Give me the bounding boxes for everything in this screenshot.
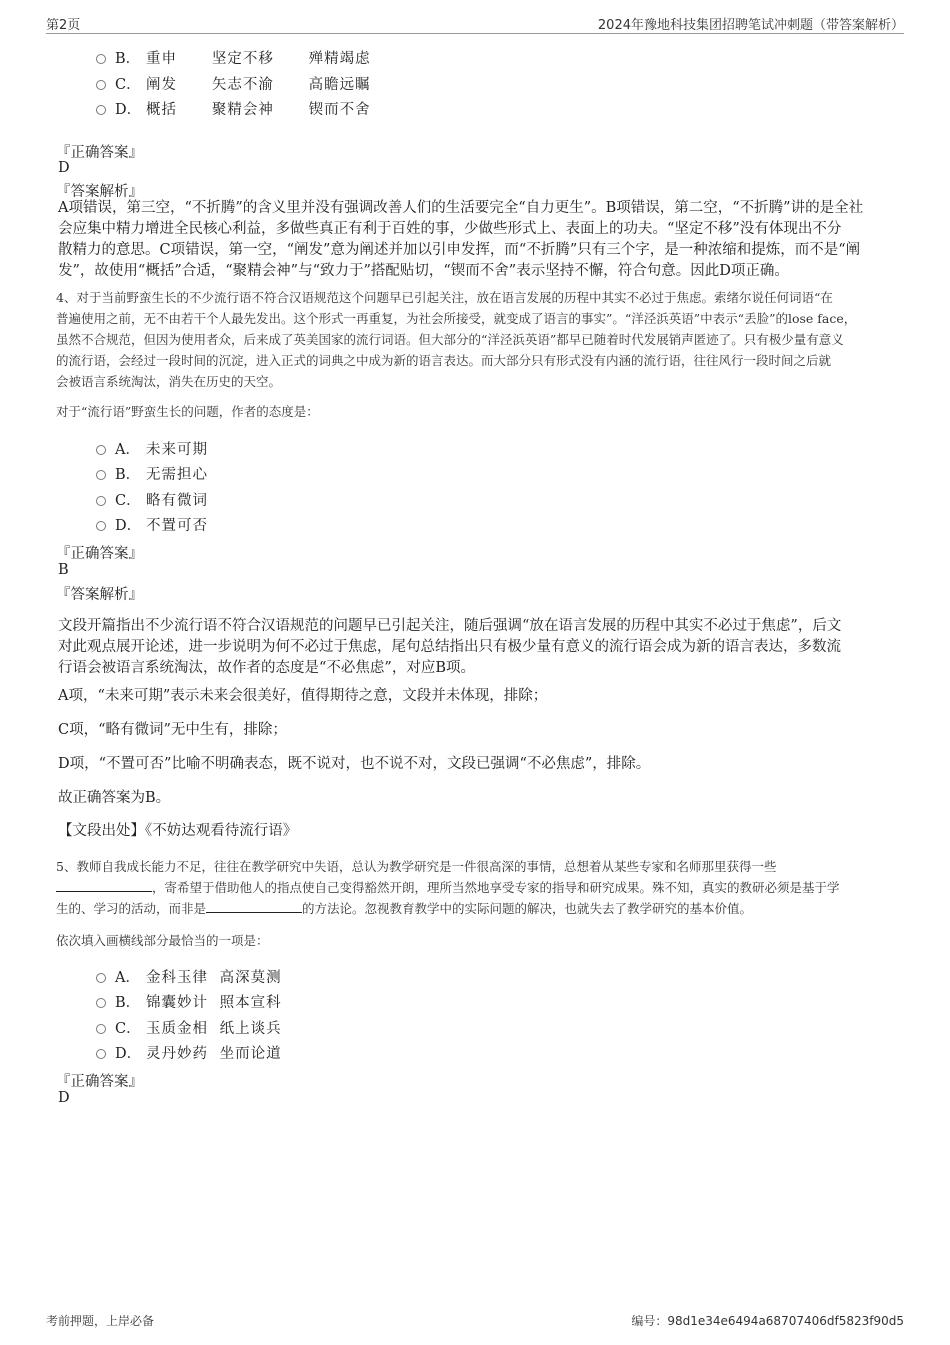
q4-conclusion: 故正确答案为B。 [58,790,171,806]
footer-slogan: 考前押题，上岸必备 [46,1314,155,1328]
q4-question: 对于“流行语”野蛮生长的问题，作者的态度是： [56,404,319,419]
q4-stem: 4、对于当前野蛮生长的不少流行语不符合汉语规范这个问题早已引起关注，放在语言发展的历程中其实不必过于焦虑。索绪尔说任何词语“在 普遍使用之前，无不由若干个人最先发出。这个形式一再重复，为社会所接受，就变成了语言的事实”。“洋泾浜英语”中表示“丢脸”的lose face， 虽然不合规范，但因为使用者众，后来成了英美国家的流行词语。但大部分的“洋泾浜英语”都早已随着时代发展销声匿迹了。只有极少量有意义 的流行语，会经过一段时间的沉淀，进入正式的词典之中成为新的语言表达。而大部分只有形式没有内涵的流行语，往往风行一段时间之后就 会被语言系统淘汰，消失在历史的天空。 [56,290,857,389]
q3-option-c[interactable]: C． 阐发 矢志不渝 高瞻远瞩 [96,72,371,94]
radio-icon[interactable] [96,445,106,455]
q4-option-a[interactable]: A． 未来可期 [96,437,208,459]
radio-icon[interactable] [96,105,106,115]
page-number: 第2页 [46,18,81,33]
radio-icon[interactable] [96,80,106,90]
fill-blank-1[interactable] [56,879,152,892]
q3-option-b[interactable]: B． 重申 坚定不移 殚精竭虑 [96,46,371,68]
q4-answer: B [58,562,69,578]
q4-analysis-main: 文段开篇指出不少流行语不符合汉语规范的问题早已引起关注，随后强调“放在语言发展的历程中其实不必过于焦虑”，后文 对此观点展开论述，进一步说明为何不必过于焦虑，尾句总结指出只有极少量有意义的流行语会成为新的语言表达，多数流 行语会被语言系统淘汰，故作者的态度是“不必焦虑”，对应B项。 [58,618,842,676]
radio-icon[interactable] [96,998,106,1008]
q4-answer-label: 『正确答案』 [56,546,143,562]
q4-analysis-label: 『答案解析』 [56,587,143,603]
radio-icon[interactable] [96,521,106,531]
q4-option-c[interactable]: C． 略有微词 [96,488,208,510]
q4-analysis-a: A项，“未来可期”表示未来会很美好，值得期待之意，文段并未体现，排除； [58,688,548,704]
q4-analysis-d: D项，“不置可否”比喻不明确表态，既不说对，也不说不对，文段已强调“不必焦虑”，排除。 [58,756,651,772]
q4-source: 【文段出处】《不妨达观看待流行语》 [58,823,298,839]
q5-option-a[interactable]: A． 金科玉律 高深莫测 [96,965,282,987]
radio-icon[interactable] [96,54,106,64]
q4-option-d[interactable]: D． 不置可否 [96,513,208,535]
fill-blank-2[interactable] [206,900,302,913]
page-footer [46,1312,904,1332]
q3-answer: D [58,160,70,176]
q3-option-d[interactable]: D． 概括 聚精会神 锲而不舍 [96,97,371,119]
radio-icon[interactable] [96,496,106,506]
radio-icon[interactable] [96,973,106,983]
page-header [46,12,904,34]
q3-analysis: A项错误，第三空，“不折腾”的含义里并没有强调改善人们的生活要完全“自力更生”。B项错误，第二空，“不折腾”讲的是全社 会应集中精力增进全民核心利益，多做些真正有利于百姓的事，少做些形式上、表面上的功夫。“坚定不移”没有体现出不分 散精力的意思。C项错误，第一空，“阐发”意为阐述并加以引申发挥，而“不折腾”只有三个字，是一种浓缩和提炼，而不是“阐 发”，故使用“概括”合适，“聚精会神”与“致力于”搭配贴切，“锲而不舍”表示坚持不懈，符合句意。因此D项正确。 [58,200,864,279]
q5-option-b[interactable]: B． 锦囊妙计 照本宣科 [96,990,282,1012]
q5-option-c[interactable]: C． 玉质金相 纸上谈兵 [96,1016,282,1038]
radio-icon[interactable] [96,470,106,480]
q4-analysis-c: C项，“略有微词”无中生有，排除； [58,722,287,738]
document-title: 2024年豫地科技集团招聘笔试冲刺题（带答案解析） [597,18,904,33]
q5-answer: D [58,1090,70,1106]
q5-stem: 5、教师自我成长能力不足，往往在教学研究中失语，总认为教学研究是一件很高深的事情，总想着从某些专家和名师那里获得一些 ，寄希望于借助他人的指点使自己变得豁然开朗，理所当然地享受专家的指导和研究成果。殊不知，真实的教研必须是基于学 生的、学习的活动，而非是 的方法论。忽视教育教学中的实际问题的解决，也就失去了教学研究的基本价值。 [56,859,840,916]
q3-answer-label: 『正确答案』 [56,145,143,161]
q5-question: 依次填入画横线部分最恰当的一项是： [56,933,269,948]
q4-option-b[interactable]: B． 无需担心 [96,462,208,484]
q5-answer-label: 『正确答案』 [56,1074,143,1090]
q3-analysis-label: 『答案解析』 [56,184,143,200]
radio-icon[interactable] [96,1024,106,1034]
radio-icon[interactable] [96,1049,106,1059]
footer-serial: 编号：98d1e34e6494a68707406df5823f90d5 [631,1314,904,1328]
q5-option-d[interactable]: D． 灵丹妙药 坐而论道 [96,1041,282,1063]
